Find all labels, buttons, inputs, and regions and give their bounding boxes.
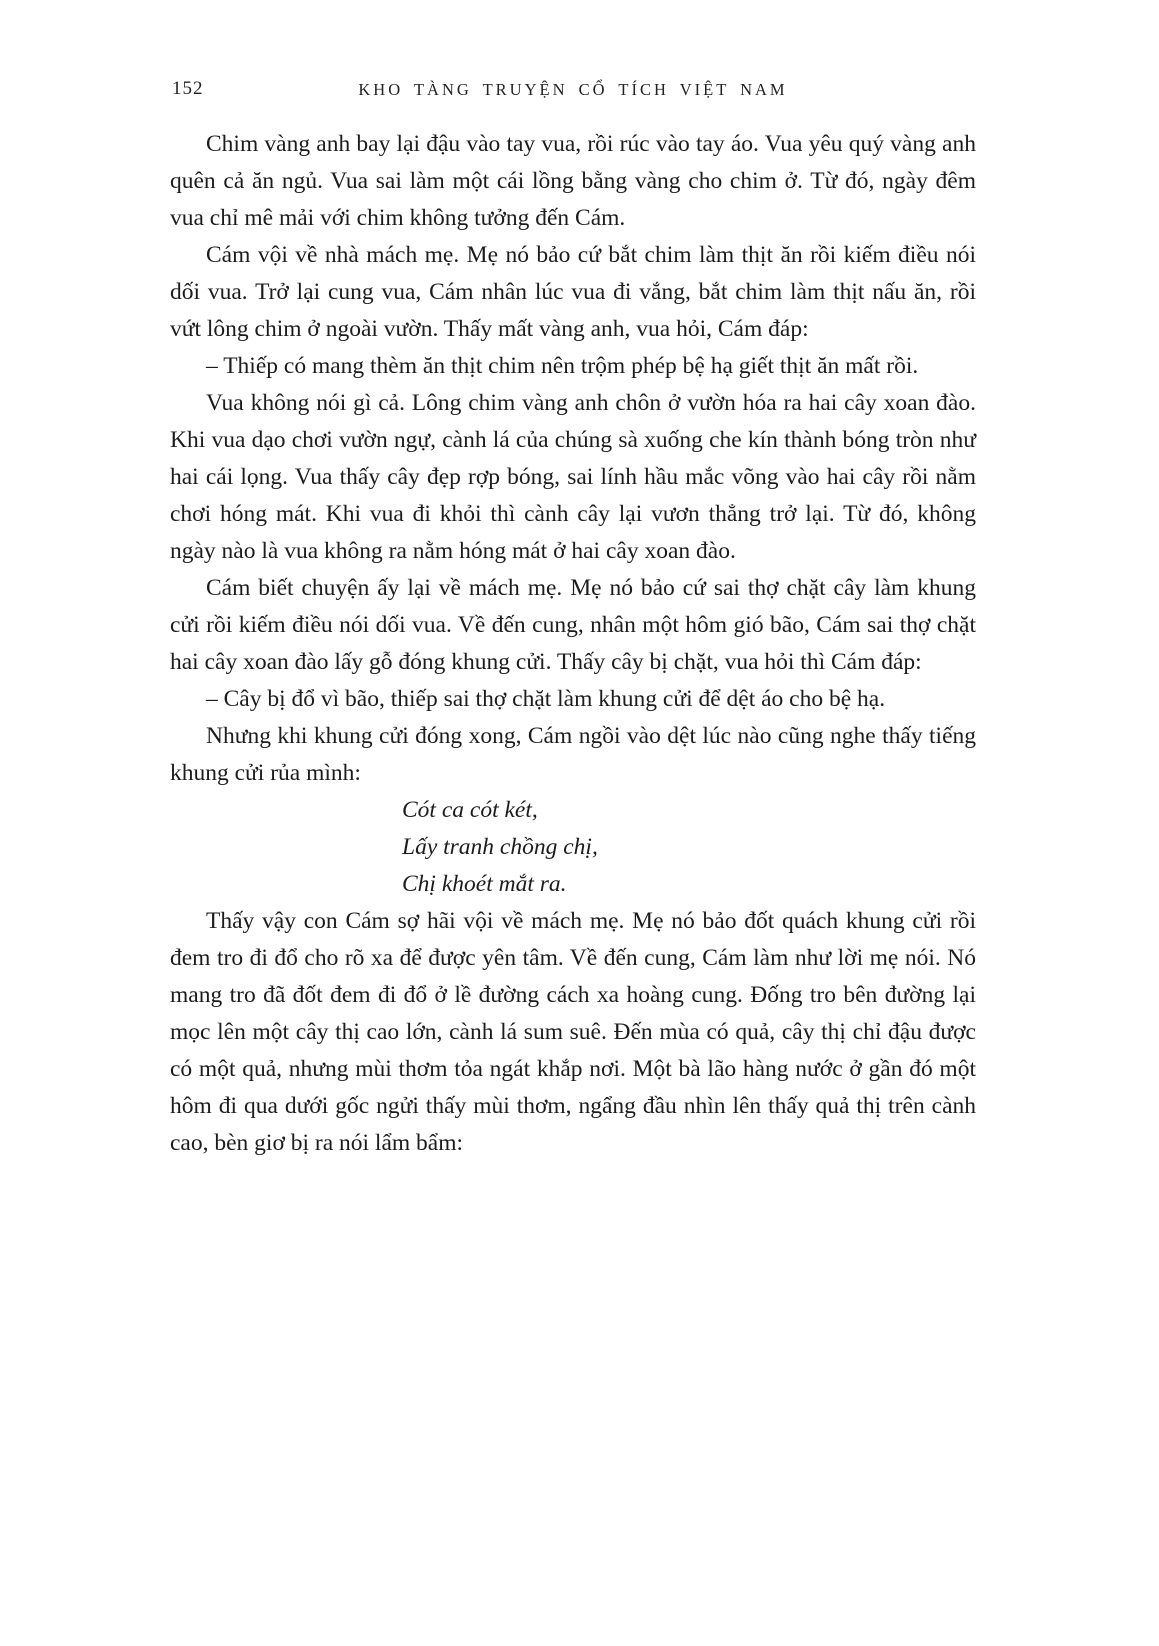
verse-line-3: Chị khoét mắt ra. [402,871,567,897]
running-title: KHO TÀNG TRUYỆN CỔ TÍCH VIỆT NAM [358,80,788,99]
verse-line-2: Lấy tranh chồng chị, [402,834,598,860]
verse-line-1: Cót ca cót két, [402,797,538,823]
paragraph-1: Chim vàng anh bay lại đậu vào tay vua, rồi rúc vào tay áo. Vua yêu quý vàng anh quên cả ăn ngủ. Vua sai làm một cái lồng bằng vàng cho chim ở. Từ đó, ngày đêm vua chỉ mê mải với chim không tưởng đến Cám. [170,131,976,231]
paragraph-5: Cám biết chuyện ấy lại về mách mẹ. Mẹ nó bảo cứ sai thợ chặt cây làm khung cửi rồi kiếm điều nói dối vua. Về đến cung, nhân một hôm gió bão, Cám sai thợ chặt hai cây xoan đào lấy gỗ đóng khung cửi. Thấy cây bị chặt, vua hỏi thì Cám đáp: [170,575,976,675]
page-number: 152 [172,78,204,99]
closing-paragraph: Thấy vậy con Cám sợ hãi vội về mách mẹ. Mẹ nó bảo đốt quách khung cửi rồi đem tro đi đổ cho rõ xa để được yên tâm. Về đến cung, Cám làm như lời mẹ nói. Nó mang tro đã đốt đem đi đổ ở lề đường cách xa hoàng cung. Đống tro bên đường lại mọc lên một cây thị cao lớn, cành lá sum suê. Đến mùa có quả, cây thị chỉ đậu được có một quả, nhưng mùi thơm tỏa ngát khắp nơi. Một bà lão hàng nước ở gần đó một hôm đi qua dưới gốc ngửi thấy mùi thơm, ngẩng đầu nhìn lên thấy quả thị trên cành cao, bèn giơ bị ra nói lẩm bẩm: [170,908,976,1156]
paragraph-2: Cám vội về nhà mách mẹ. Mẹ nó bảo cứ bắt chim làm thịt ăn rồi kiếm điều nói dối vua. Trở lại cung vua, Cám nhân lúc vua đi vắng, bắt chim làm thịt nấu ăn, rồi vứt lông chim ở ngoài vườn. Thấy mất vàng anh, vua hỏi, Cám đáp: [170,242,976,342]
dialogue-line-1: – Thiếp có mang thèm ăn thịt chim nên trộm phép bệ hạ giết thịt ăn mất rồi. [206,353,919,379]
dialogue-line-2: – Cây bị đổ vì bão, thiếp sai thợ chặt làm khung cửi để dệt áo cho bệ hạ. [206,686,886,712]
page-header [170,78,976,104]
verse-block [170,792,976,903]
paragraph-7: Nhưng khi khung cửi đóng xong, Cám ngồi vào dệt lúc nào cũng nghe thấy tiếng khung cửi rủa mình: [170,723,976,786]
page-body [170,126,976,1162]
paragraph-4: Vua không nói gì cả. Lông chim vàng anh chôn ở vườn hóa ra hai cây xoan đào. Khi vua dạo chơi vườn ngự, cành lá của chúng sà xuống che kín thành bóng tròn như hai cái lọng. Vua thấy cây đẹp rợp bóng, sai lính hầu mắc võng vào hai cây rồi nằm chơi hóng mát. Khi vua đi khỏi thì cành cây lại vươn thẳng trở lại. Từ đó, không ngày nào là vua không ra nằm hóng mát ở hai cây xoan đào. [170,390,976,564]
